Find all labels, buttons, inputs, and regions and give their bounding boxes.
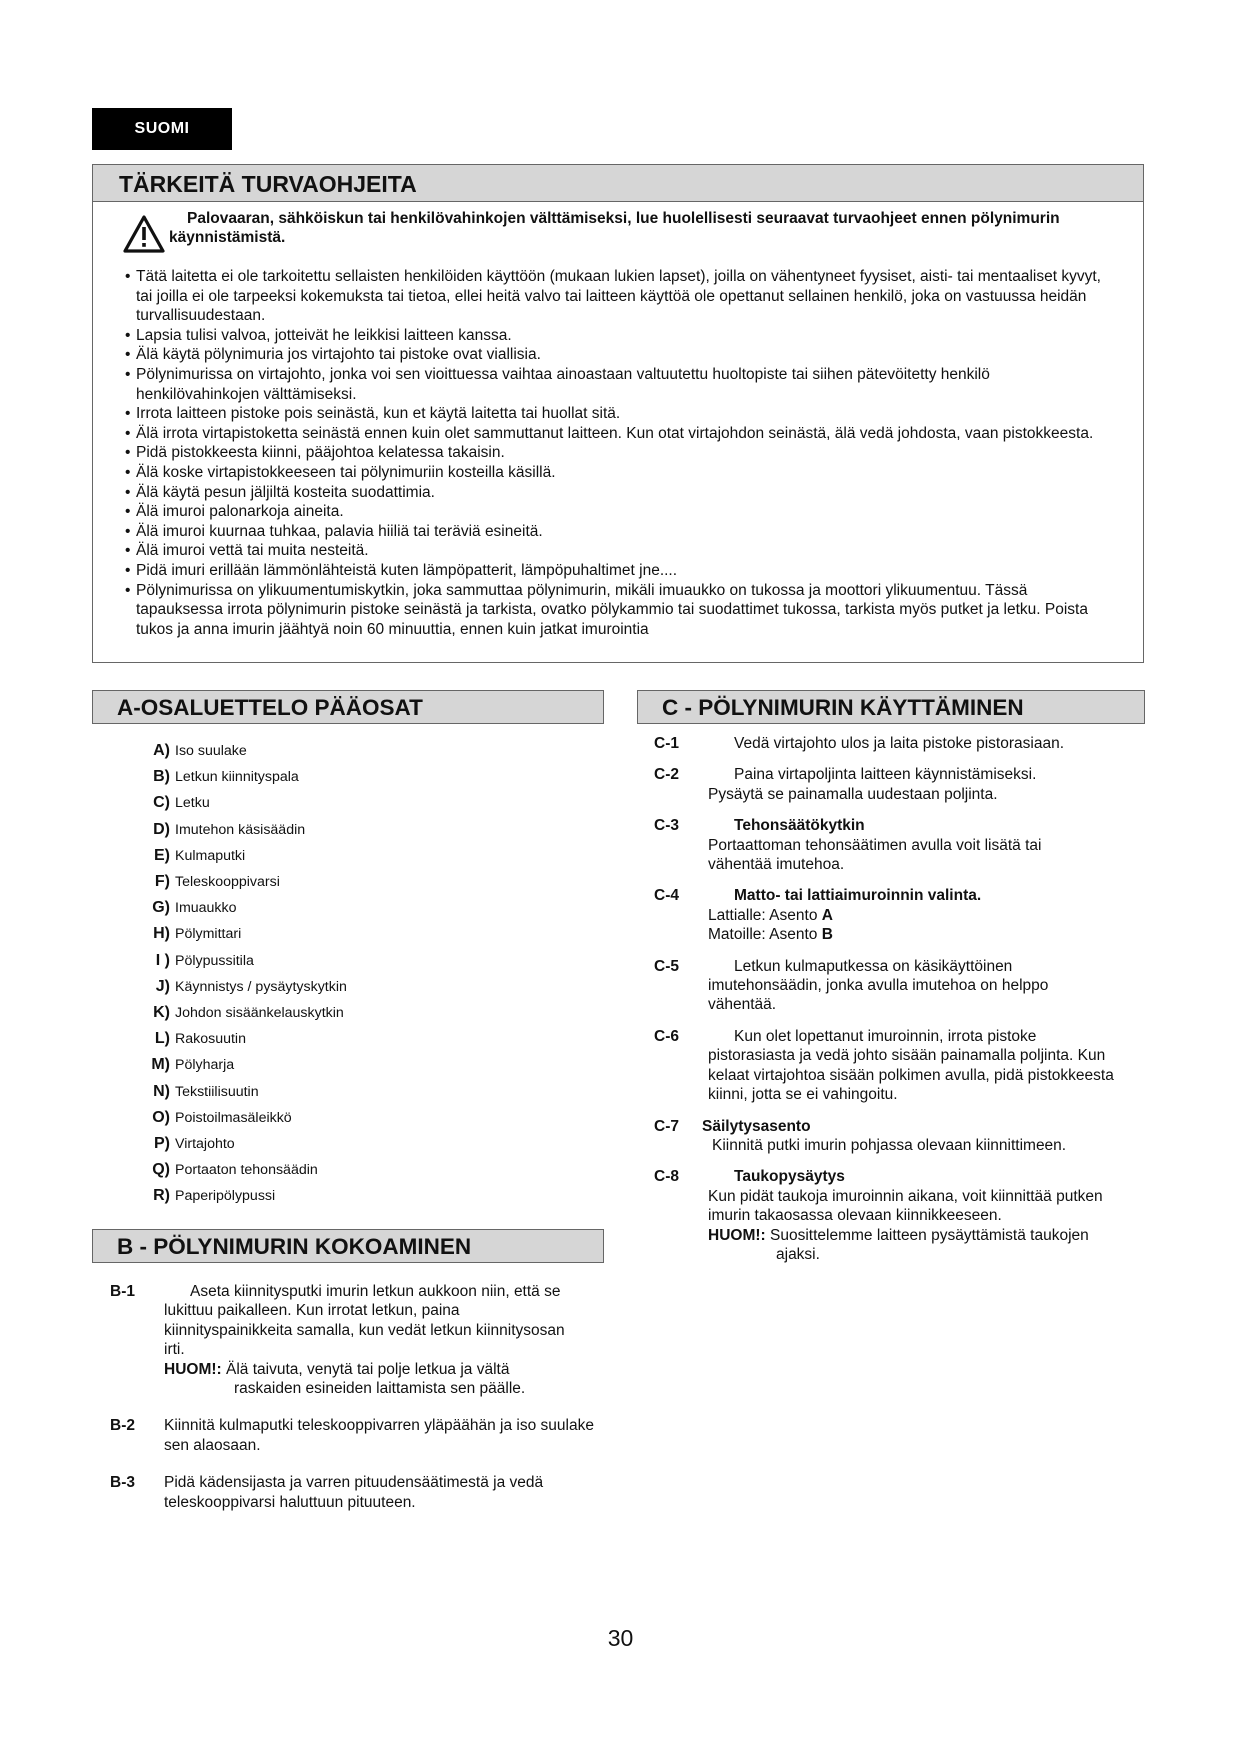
step-text-continued: imutehonsäädin, jonka avulla imutehoa on helppo vähentää. bbox=[708, 977, 1049, 1014]
assembly-step-b2 bbox=[110, 1416, 610, 1455]
part-item bbox=[150, 1157, 590, 1183]
part-item bbox=[150, 817, 590, 843]
usage-step-c7 bbox=[654, 1117, 1154, 1156]
part-label: Paperipölypussi bbox=[175, 1188, 276, 1205]
usage-step-c2 bbox=[654, 765, 1154, 804]
step-text: Kiinnitä putki imurin pohjassa olevaan kiinnittimeen. bbox=[712, 1136, 1067, 1154]
part-label: Johdon sisäänkelauskytkin bbox=[175, 1004, 344, 1021]
note-text-continued: ajaksi. bbox=[776, 1245, 820, 1263]
safety-bullet: • Pölynimurissa on virtajohto, jonka voi sen vioittuessa vaihtaa ainoastaan valtuutettu huoltopiste tai siihen pätevöitetty henkilö henkilövahinkojen välttämiseksi. bbox=[125, 365, 1113, 404]
part-item bbox=[150, 1183, 590, 1209]
safety-bullet-list bbox=[93, 267, 1143, 639]
page-number: 30 bbox=[607, 1625, 634, 1651]
usage-step-c4 bbox=[654, 886, 1154, 944]
safety-instructions-box bbox=[92, 164, 1144, 663]
part-label: Teleskooppivarsi bbox=[175, 874, 280, 891]
note-label: HUOM!: bbox=[164, 1360, 222, 1378]
step-text: Kun olet lopettanut imuroinnin, irrota pistoke bbox=[734, 1027, 1037, 1045]
safety-bullet: • Älä imuroi kuurnaa tuhkaa, palavia hiiliä tai teräviä esineitä. bbox=[125, 522, 1113, 542]
part-letter: O) bbox=[152, 1108, 170, 1126]
note-text-continued: raskaiden esineiden laittamista sen päälle. bbox=[234, 1380, 526, 1398]
warning-triangle-icon bbox=[123, 215, 165, 253]
note-text: Älä taivuta, venytä tai polje letkua ja vältä bbox=[226, 1360, 510, 1378]
step-heading: Taukopysäytys bbox=[734, 1168, 845, 1186]
step-text: Letkun kulmaputkessa on käsikäyttöinen bbox=[734, 957, 1013, 975]
part-label: Letkun kiinnityspala bbox=[175, 769, 299, 786]
part-item bbox=[150, 1052, 590, 1078]
safety-bullet: • Älä imuroi vettä tai muita nesteitä. bbox=[125, 541, 1113, 561]
part-letter: A) bbox=[153, 742, 170, 760]
part-item bbox=[150, 921, 590, 947]
step-text: Portaattoman tehonsäätimen avulla voit lisätä tai vähentää imutehoa. bbox=[708, 836, 1042, 874]
part-letter: N) bbox=[153, 1082, 170, 1100]
part-label: Imutehon käsisäädin bbox=[175, 821, 306, 838]
note-line bbox=[164, 1360, 574, 1379]
part-label: Käynnistys / pysäytyskytkin bbox=[175, 978, 347, 995]
part-item bbox=[150, 974, 590, 1000]
safety-bullet: • Lapsia tulisi valvoa, jotteivät he leikkisi laitteen kanssa. bbox=[125, 326, 1113, 346]
step-heading: Tehonsäätökytkin bbox=[734, 817, 865, 835]
part-label: Letku bbox=[175, 795, 210, 812]
carpet-setting bbox=[708, 925, 1154, 944]
part-item bbox=[150, 764, 590, 790]
language-tab: SUOMI bbox=[92, 108, 232, 150]
part-letter: Q) bbox=[152, 1161, 170, 1179]
step-code: C-7 bbox=[654, 1117, 679, 1135]
assembly-section-title: B - PÖLYNIMURIN KOKOAMINEN bbox=[92, 1229, 604, 1263]
part-item bbox=[150, 948, 590, 974]
warning-text: Palovaaran, sähköiskun tai henkilövahinkojen välttämiseksi, lue huolellisesti seuraavat turvaohjeet ennen pölynimurin käynnistämistä. bbox=[169, 210, 1060, 246]
warning-row bbox=[93, 209, 1143, 255]
usage-section-title: C - PÖLYNIMURIN KÄYTTÄMINEN bbox=[637, 690, 1145, 724]
step-text: Kiinnitä kulmaputki teleskooppivarren yläpäähän ja iso suulake sen alaosaan. bbox=[164, 1417, 594, 1454]
step-code: C-8 bbox=[654, 1168, 679, 1186]
safety-bullet: • Älä irrota virtapistoketta seinästä ennen kuin olet sammuttanut laitteen. Kun otat virtajohdon seinästä, älä vedä johdosta, vaan pistokkeesta. bbox=[125, 424, 1113, 444]
safety-bullet: • Pidä imuri erillään lämmönlähteistä kuten lämpöpatterit, lämpöpuhaltimet jne.... bbox=[125, 561, 1113, 581]
part-letter: P) bbox=[154, 1134, 170, 1152]
safety-bullet: • Pölynimurissa on ylikuumentumiskytkin, joka sammuttaa pölynimurin, mikäli imuaukko on tukossa ja moottori ylikuumentuu. Tässä tapauksessa irrota pölynimurin pistoke seinästä ja tarkista, ovatko pölykammio tai suodattimet tukossa, tarkista myös putket ja letku. Poista tukos ja anna imurin jäähtyä noin 60 minuuttia, ennen kuin jatkat imurointia bbox=[125, 581, 1113, 640]
part-item bbox=[150, 869, 590, 895]
assembly-step-b1 bbox=[110, 1282, 610, 1398]
part-letter: H) bbox=[153, 925, 170, 943]
safety-bullet: • Pidä pistokkeesta kiinni, pääjohtoa kelatessa takaisin. bbox=[125, 443, 1113, 463]
usage-step-c3 bbox=[654, 816, 1154, 874]
step-code: B-2 bbox=[110, 1417, 135, 1435]
assembly-steps bbox=[110, 1282, 610, 1512]
part-label: Iso suulake bbox=[175, 743, 247, 760]
safety-bullet: • Irrota laitteen pistoke pois seinästä, kun et käytä laitetta tai huollat sitä. bbox=[125, 404, 1113, 424]
step-text-continued: Pysäytä se painamalla uudestaan poljinta. bbox=[708, 785, 998, 803]
usage-steps bbox=[654, 734, 1154, 1264]
carpet-value: B bbox=[821, 926, 833, 944]
note-text: Suosittelemme laitteen pysäyttämistä taukojen bbox=[770, 1226, 1089, 1244]
note-label: HUOM!: bbox=[708, 1226, 766, 1244]
step-code: C-1 bbox=[654, 735, 679, 752]
safety-bullet: • Tätä laitetta ei ole tarkoitettu sellaisten henkilöiden käyttöön (mukaan lukien lapset), joilla on vähentyneet fyysiset, aisti- tai mentaaliset kyvyt, tai joilla ei ole tarpeeksi kokemuksta tai tietoa, ellei heitä valvo tai laitteen käyttöä ole opettanut sellainen henkilö, joka on vastuussa heidän turvallisuudestaan. bbox=[125, 267, 1113, 326]
part-letter: M) bbox=[151, 1056, 170, 1074]
part-label: Portaaton tehonsäädin bbox=[175, 1162, 318, 1179]
part-letter: G) bbox=[152, 899, 170, 917]
usage-step-c1 bbox=[654, 734, 1154, 753]
part-label: Kulmaputki bbox=[175, 847, 246, 864]
usage-step-c6 bbox=[654, 1027, 1154, 1105]
step-heading: Säilytysasento bbox=[702, 1117, 811, 1135]
part-letter: R) bbox=[153, 1187, 170, 1205]
part-letter: F) bbox=[154, 873, 170, 891]
floor-setting bbox=[708, 906, 1154, 925]
carpet-label: Matoille: Asento bbox=[708, 926, 818, 944]
step-text: Aseta kiinnitysputki imurin letkun aukkoon niin, että se lukittuu paikalleen. Kun irrotat letkun, paina kiinnityspainikkeita samalla, kun vedät letkun kiinnitysosan irti. bbox=[164, 1283, 565, 1359]
part-label: Poistoilmasäleikkö bbox=[175, 1109, 292, 1126]
step-text: Kun pidät taukoja imuroinnin aikana, voit kiinnittää putken imurin takaosassa olevaan kiinnikkeeseen. bbox=[708, 1187, 1103, 1225]
part-letter: K) bbox=[153, 1003, 170, 1021]
parts-section-title: A-OSALUETTELO PÄÄOSAT bbox=[92, 690, 604, 724]
part-item bbox=[150, 1026, 590, 1052]
step-code: C-3 bbox=[654, 817, 679, 835]
part-letter: L) bbox=[154, 1030, 170, 1048]
safety-bullet: • Älä imuroi palonarkoja aineita. bbox=[125, 502, 1113, 522]
step-text-continued: pistorasiasta ja vedä johto sisään painamalla poljinta. Kun kelaat virtajohtoa sisään polkimen avulla, pidä pistokkeesta kiinni, jotta se ei vahingoitu. bbox=[708, 1047, 1114, 1104]
part-label: Imuaukko bbox=[175, 900, 237, 917]
step-code: C-5 bbox=[654, 957, 679, 975]
step-code: B-3 bbox=[110, 1474, 135, 1492]
part-item bbox=[150, 895, 590, 921]
part-label: Pölymittari bbox=[175, 926, 242, 943]
part-label: Pölyharja bbox=[175, 1057, 235, 1074]
part-item bbox=[150, 1078, 590, 1104]
step-code: C-6 bbox=[654, 1027, 679, 1045]
safety-bullet: • Älä käytä pölynimuria jos virtajohto tai pistoke ovat viallisia. bbox=[125, 345, 1113, 365]
safety-title: TÄRKEITÄ TURVAOHJEITA bbox=[93, 165, 1143, 202]
part-letter: B) bbox=[153, 768, 170, 786]
parts-list bbox=[150, 738, 590, 1209]
step-text: Pidä kädensijasta ja varren pituudensäätimestä ja vedä teleskooppivarsi haluttuun pituuteen. bbox=[164, 1474, 544, 1511]
part-label: Tekstiilisuutin bbox=[175, 1083, 259, 1100]
step-text: Vedä virtajohto ulos ja laita pistoke pistorasiaan. bbox=[734, 735, 1065, 752]
note-line bbox=[708, 1226, 1128, 1245]
step-code: C-2 bbox=[654, 766, 679, 784]
floor-label: Lattialle: Asento bbox=[708, 906, 818, 924]
part-item bbox=[150, 738, 590, 764]
part-letter: J) bbox=[155, 977, 170, 995]
part-label: Rakosuutin bbox=[175, 1031, 246, 1048]
part-label: Virtajohto bbox=[175, 1135, 235, 1152]
part-letter: I ) bbox=[155, 951, 170, 969]
usage-step-c5 bbox=[654, 957, 1154, 1015]
part-letter: D) bbox=[153, 820, 170, 838]
safety-bullet: • Älä käytä pesun jäljiltä kosteita suodattimia. bbox=[125, 483, 1113, 503]
part-item bbox=[150, 790, 590, 816]
step-heading: Matto- tai lattiaimuroinnin valinta. bbox=[734, 887, 982, 905]
part-label: Pölypussitila bbox=[175, 952, 254, 969]
part-letter: C) bbox=[153, 794, 170, 812]
part-item bbox=[150, 1105, 590, 1131]
safety-bullet: • Älä koske virtapistokkeeseen tai pölynimuriin kosteilla käsillä. bbox=[125, 463, 1113, 483]
part-item bbox=[150, 843, 590, 869]
step-text: Paina virtapoljinta laitteen käynnistämiseksi. bbox=[734, 766, 1037, 784]
usage-step-c8 bbox=[654, 1167, 1154, 1264]
step-code: C-4 bbox=[654, 887, 679, 905]
part-item bbox=[150, 1000, 590, 1026]
assembly-step-b3 bbox=[110, 1473, 610, 1512]
part-letter: E) bbox=[154, 846, 170, 864]
part-item bbox=[150, 1131, 590, 1157]
floor-value: A bbox=[821, 906, 833, 924]
step-code: B-1 bbox=[110, 1283, 135, 1300]
